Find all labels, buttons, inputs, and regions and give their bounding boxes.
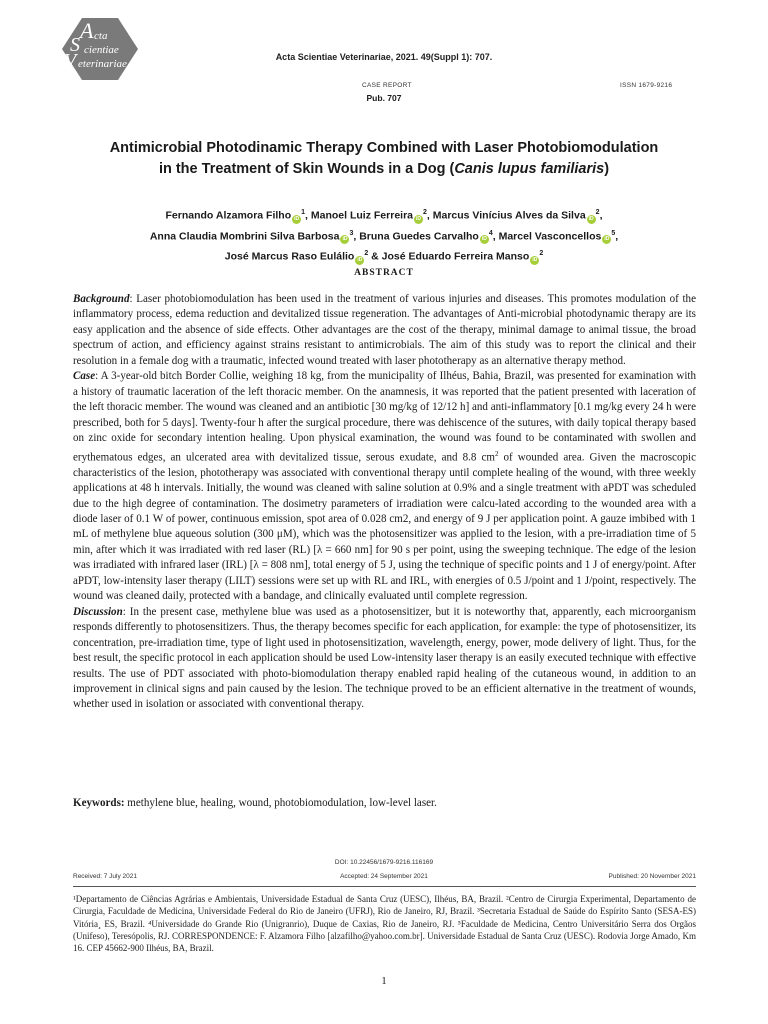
logo-letter-s: S	[70, 34, 80, 56]
discussion-text: : In the present case, methylene blue was used as a photosensitizer, but it is noteworthy that, apparently, each microorganism responds differently to photosensitizers. Thus, the therapy becomes specific for each application, for example: the type of photosensitizer, its concentration, pre-irradiation time, type of light used in photosensitization, wavelength, energy, power, mode delivery of light. Thus, for the best result, the specific protocol in each application should be used Low-intensity laser therapy is an easily executed technique with effective results. The use of PDT associated with photo-biomodulation therapy enabled rapid healing of the cutaneous wound, in addition to an improvement in clinical signs and pain caused by the lesion. The technique proved to be an efficient alternative in the treatment of wounds, whether used in isolation or associated with conventional therapy.	[73, 605, 696, 711]
author-sep: ,	[305, 209, 311, 222]
footer-divider	[73, 886, 696, 887]
author-affil: 3	[349, 229, 354, 237]
author-affil: 1	[301, 209, 306, 216]
orcid-icon[interactable]: iD	[342, 236, 348, 242]
author: Manoel Luiz Ferreira	[310, 209, 413, 222]
logo-line1: cta	[94, 30, 108, 42]
doi[interactable]: DOI: 10.22456/1679-9216.116169	[334, 859, 434, 866]
author-sep: &	[368, 250, 382, 263]
keywords	[73, 797, 696, 809]
author-affil: 2	[595, 209, 600, 216]
case-text-b: of wounded area. Given the macroscopic characteristics of the lesion, phototherapy was associated with conventional therapy until complete healing of the wound, with three weekly applications at 48 h intervals. Initially, the wound was cleaned with saline solution at 0.9% and a single treatment with aPDT was scheduled due to the high degree of contamination. The dosimetry parameters of irradiation were calcu-lated according to the wounded area with a diode laser of 0.1 W of power, continuous emission, spot area of 0.028 cm2, and energy of 9 J per application point. A gauze imbibed with 1 mL of methylene blue aqueous solution (300 μM), which was the photosensitizer was applied to the lesion, with a pre-irradiation time of 5 min, after which it was irradiated with red laser (RL) [λ = 660 nm] for 90 s per point, using the sweeping technique. The edge of the lesion was irradiated with infrared laser (IRL) [λ = 808 nm], total energy of 5 J, using the technique of specific points and 1 J of energy/point. After aPDT, low-intensity laser therapy (LILT) sessions were set up with RL and IRL, with energies of 0.5 J/point and 1 J/point, respectively. The wound was cleaned daily, protected with a bandage, and clinically evaluated until complete regression.	[73, 451, 696, 603]
abstract-body	[73, 292, 696, 713]
author-affil: 2	[539, 250, 544, 257]
case-label: Case	[73, 370, 96, 383]
logo-letter-a: A	[80, 18, 94, 43]
orcid-icon[interactable]: iD	[604, 236, 610, 242]
orcid-icon[interactable]: iD	[357, 256, 363, 263]
author-sep: ,	[353, 230, 360, 242]
case-text-a: : A 3-year-old bitch Border Collie, weighing 18 kg, from the municipality of Ilhéus, Bahia, Brazil, was presented for examination with a history of traumatic laceration of the left thoracic member. On the anamnesis, it was reported that the patient presented with laceration of the left thoracic member. The wound was cleaned and an antibiotic [30 mg/kg of 12/12 h] and anti-inflammatory [0.1 mg/kg every 24 h were prescribed, both for 5 days]. Twenty-four h after the surgical procedure, there was dehiscence of the sutures, with daily topical therapy based on zinc oxide for secondary intention healing. Upon physical examination, the wound was found to be contaminated with swollen and erythematous edges, an ulcerated area with devitalized tissue, serous exudate, and 8.8 cm	[73, 370, 696, 464]
author-sep: ,	[615, 230, 619, 242]
author: Bruna Guedes Carvalho	[359, 230, 479, 242]
title-species: Canis lupus familiaris	[454, 161, 605, 177]
case-sup: 2	[494, 449, 499, 458]
logo-letter-v: V	[64, 50, 77, 72]
received-date: Received: 7 July 2021	[73, 873, 137, 880]
author-sep: ,	[492, 230, 499, 242]
case-paragraph	[73, 369, 696, 604]
page-number: 1	[381, 975, 387, 987]
background-label: Background	[73, 293, 130, 305]
author: Fernando Alzamora Filho	[165, 209, 292, 222]
orcid-icon[interactable]: iD	[294, 215, 300, 222]
journal-logo	[60, 16, 140, 82]
author: José Eduardo Ferreira Manso	[381, 250, 530, 263]
article-title	[60, 138, 708, 180]
discussion-paragraph	[73, 605, 696, 713]
author-list	[60, 204, 708, 266]
author-affil: 2	[423, 209, 427, 216]
published-date: Published: 20 November 2021	[608, 873, 696, 880]
orcid-icon[interactable]: iD	[588, 215, 594, 222]
author-sep: ,	[426, 209, 433, 222]
author: José Marcus Raso Eulálio	[224, 250, 355, 263]
logo-line2: cientiae	[84, 44, 119, 56]
title-line2-post: )	[604, 161, 610, 177]
affiliations: ¹Departamento de Ciências Agrárias e Ambientais, Universidade Estadual de Santa Cruz (UESC), Ilhéus, BA, Brazil. ²Centro de Cirurgia Experimental, Departamento de Cirurgia, Faculdade de Medicina, Universidade Federal do Rio de Janeiro (UFRJ), Rio de Janeiro, RJ, Brazil. ³Secretaria Estadual de Saúde do Espírito Santo (SESA-ES) Vitória¸ ES, Brazil. ⁴Universidade do Grande Rio (Unigranrio), Duque de Caxias, Rio de Janeiro, RJ. ⁵Faculdade de Medicina, Centro Universitário Serra dos Orgãos (Unifeso), Teresópolis, RJ. CORRESPONDENCE: F. Alzamora Filho [alzafilho@yahoo.com.br]. Universidade Estadual de Santa Cruz (UESC). Rodovia Jorge Amado, Km 16. CEP 45662-900 Ilhéus, BA, Brazil.	[73, 894, 696, 954]
author: Marcel Vasconcellos	[498, 230, 602, 242]
article-type: CASE REPORT	[362, 82, 412, 89]
journal-citation: Acta Scientiae Veterinariae, 2021. 49(Suppl 1): 707.	[275, 52, 493, 62]
author-affil: 4	[488, 229, 493, 237]
background-paragraph	[73, 292, 696, 369]
orcid-icon[interactable]: iD	[416, 215, 421, 222]
title-line2-pre: in the Treatment of Skin Wounds in a Dog (	[158, 161, 455, 177]
author-sep: ,	[599, 209, 603, 222]
abstract-heading: ABSTRACT	[354, 268, 414, 278]
title-line1: Antimicrobial Photodinamic Therapy Combined with Laser Photobiomodulation	[109, 140, 659, 156]
orcid-icon[interactable]: iD	[532, 256, 538, 263]
author: Marcus Vinícius Alves da Silva	[432, 209, 586, 222]
author: Anna Claudia Mombrini Silva Barbosa	[149, 230, 340, 242]
accepted-date: Accepted: 24 September 2021	[340, 873, 428, 880]
author-affil: 2	[364, 250, 369, 257]
keywords-label: Keywords:	[73, 797, 125, 809]
issn: ISSN 1679-9216	[620, 82, 673, 89]
publication-number: Pub. 707	[366, 93, 402, 103]
keywords-text: methylene blue, healing, wound, photobiomodulation, low-level laser.	[124, 797, 437, 809]
background-text: : Laser photobiomodulation has been used in the treatment of various injuries and diseases. This promotes modulation of the inflammatory process, edema reduction and devitalized tissue regeneration. The advantages of Anti-microbial photodynamic therapy are its easy application and the absence of side effects. Other advantages are the cost of the therapy, minimal damage to animal tissue, the broad spectrum of action, and efficiency against strains resistant to antimicrobials. The aim of this study was to report the clinical and their resolution in a female dog with a traumatic, infected wound treated with laser phototherapy as an alternative therapy method.	[73, 293, 696, 367]
logo-line3: eterinariae	[78, 58, 127, 70]
author-affil: 5	[611, 229, 616, 237]
orcid-icon[interactable]: iD	[481, 236, 487, 242]
discussion-label: Discussion	[73, 605, 123, 618]
